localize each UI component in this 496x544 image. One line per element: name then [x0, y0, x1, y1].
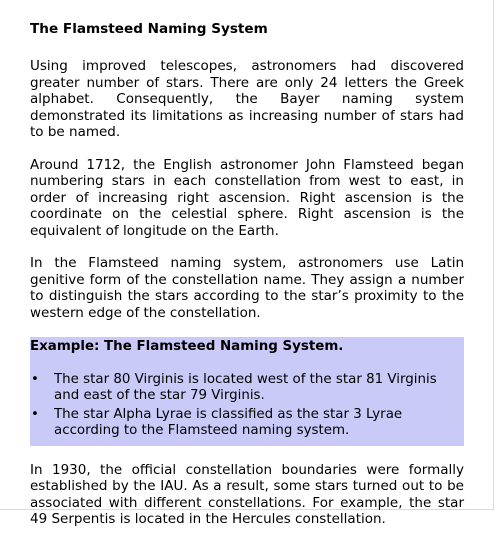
example-title: Example: The Flamsteed Naming System. — [30, 339, 344, 354]
example-list — [30, 372, 464, 440]
list-item-text: The star Alpha Lyrae is classified as the star 3 Lyrae according to the Flamsteed naming system. — [54, 406, 403, 438]
paragraph-iau-boundaries: In 1930, the official constellation boundaries were formally established by the IAU. As a result, some stars turned out to be associated with different constellations. For example, the star 49 Serpentis is located in the Hercules constellation. — [30, 461, 464, 527]
page-title: The Flamsteed Naming System — [30, 21, 268, 37]
bullet-icon: • — [31, 406, 39, 422]
list-item — [30, 407, 464, 440]
list-item — [30, 372, 464, 405]
example-box — [30, 337, 464, 446]
paragraph-telescopes: Using improved telescopes, astronomers had discovered greater number of stars. There are only 24 letters the Greek alphabet. Consequently, the Bayer naming system demonstrated its limitations as increasing number of stars had to be named. — [30, 58, 464, 140]
document-content — [30, 20, 464, 544]
bullet-icon: • — [31, 371, 39, 387]
paragraph-naming-method: In the Flamsteed naming system, astronomers use Latin genitive form of the constellation name. They assign a number to distinguish the stars according to the star’s proximity to the western edge of the constellation. — [30, 255, 464, 321]
paragraph-flamsteed-history: Around 1712, the English astronomer John Flamsteed began numbering stars in each constellation from west to east, in order of increasing right ascension. Right ascension is the coordinate on the celestial sphere. Right ascension is the equivalent of longitude on the Earth. — [30, 156, 464, 239]
list-item-text: The star 80 Virginis is located west of the star 81 Virginis and east of the star 79 Virginis. — [54, 371, 437, 403]
